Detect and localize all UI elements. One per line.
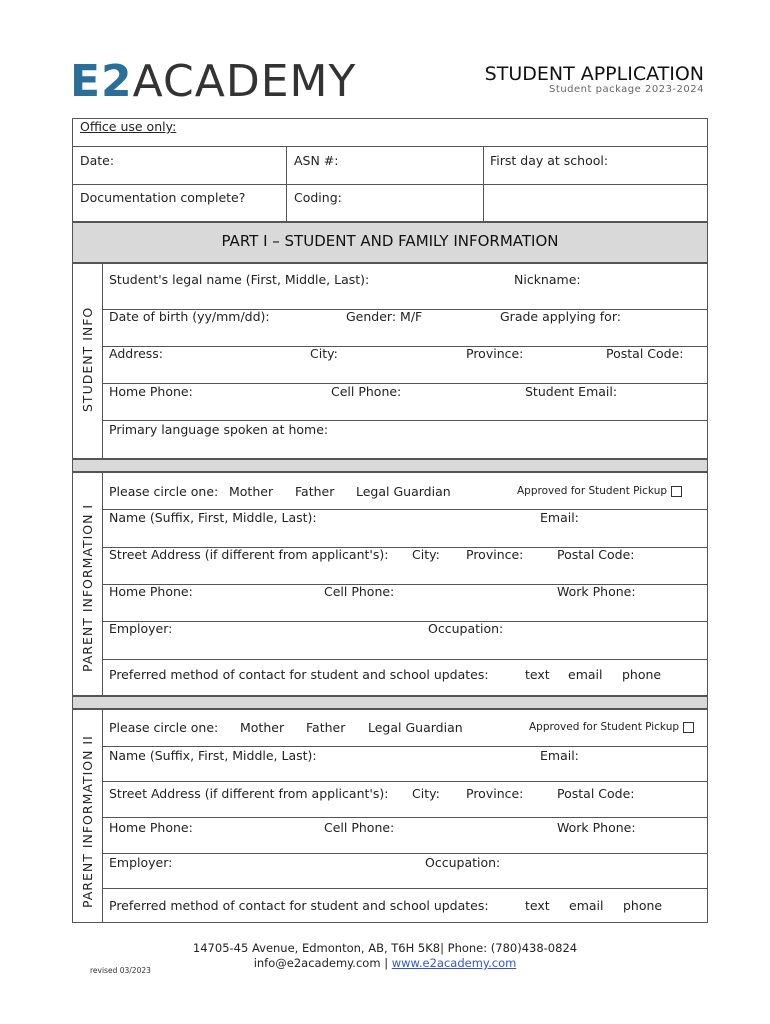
parent2-circle-label: Please circle one: — [109, 720, 219, 735]
office-coding-field[interactable]: Coding: — [294, 190, 342, 205]
student-grade-field[interactable]: Grade applying for: — [500, 309, 621, 324]
parent2-pickup-checkbox[interactable] — [683, 722, 694, 733]
student-postal-field[interactable]: Postal Code: — [606, 346, 684, 361]
separator-band — [72, 696, 708, 709]
student-info-side-label: STUDENT INFO — [80, 306, 95, 412]
divider — [102, 420, 708, 421]
parent2-postal-field[interactable]: Postal Code: — [557, 786, 635, 801]
divider — [102, 621, 708, 622]
parent2-father-option[interactable]: Father — [306, 720, 346, 735]
parent1-employer-field[interactable]: Employer: — [109, 621, 173, 636]
parent1-email-option[interactable]: email — [568, 667, 603, 682]
parent1-name-field[interactable]: Name (Suffix, First, Middle, Last): — [109, 510, 317, 525]
divider — [286, 146, 287, 222]
e2academy-logo — [70, 56, 357, 107]
parent2-street-field[interactable]: Street Address (if different from applicant's): — [109, 786, 389, 801]
office-first-day-field[interactable]: First day at school: — [490, 153, 609, 168]
parent2-home-phone-field[interactable]: Home Phone: — [109, 820, 193, 835]
divider — [72, 184, 708, 185]
parent2-mother-option[interactable]: Mother — [240, 720, 285, 735]
separator-band — [72, 459, 708, 472]
parent1-pickup-text: Approved for Student Pickup — [517, 485, 668, 497]
divider — [102, 781, 708, 782]
office-use-heading: Office use only: — [80, 119, 177, 134]
parent2-province-field[interactable]: Province: — [466, 786, 524, 801]
parent2-name-field[interactable]: Name (Suffix, First, Middle, Last): — [109, 748, 317, 763]
parent2-phone-option[interactable]: phone — [623, 898, 663, 913]
logo-academy: ACADEMY — [132, 56, 357, 107]
parent2-box — [72, 709, 708, 923]
parent1-postal-field[interactable]: Postal Code: — [557, 547, 635, 562]
divider — [483, 146, 484, 222]
student-address-field[interactable]: Address: — [109, 346, 163, 361]
parent1-cell-phone-field[interactable]: Cell Phone: — [324, 584, 395, 599]
divider — [102, 659, 708, 660]
student-nickname-field[interactable]: Nickname: — [514, 272, 581, 287]
footer-email[interactable]: info@e2academy.com — [253, 956, 381, 970]
parent1-side-label: PARENT INFORMATION I — [80, 503, 95, 672]
parent2-pickup-text: Approved for Student Pickup — [529, 721, 680, 733]
student-province-field[interactable]: Province: — [466, 346, 524, 361]
student-home-phone-field[interactable]: Home Phone: — [109, 384, 193, 399]
student-city-field[interactable]: City: — [310, 346, 338, 361]
parent1-street-field[interactable]: Street Address (if different from applicant's): — [109, 547, 389, 562]
revised-date: revised 03/2023 — [90, 966, 151, 975]
parent1-occupation-field[interactable]: Occupation: — [428, 621, 504, 636]
student-gender-field[interactable]: Gender: M/F — [346, 309, 423, 324]
student-language-field[interactable]: Primary language spoken at home: — [109, 422, 329, 437]
parent2-text-option[interactable]: text — [525, 898, 550, 913]
office-date-field[interactable]: Date: — [80, 153, 115, 168]
parent1-guardian-option[interactable]: Legal Guardian — [356, 484, 451, 499]
parent2-side-label: PARENT INFORMATION II — [80, 735, 95, 908]
form-subtitle: Student package 2023-2024 — [549, 84, 704, 95]
logo-e2: E2 — [70, 56, 133, 107]
parent2-occupation-field[interactable]: Occupation: — [425, 855, 501, 870]
parent2-cell-phone-field[interactable]: Cell Phone: — [324, 820, 395, 835]
student-dob-field[interactable]: Date of birth (yy/mm/dd): — [109, 309, 270, 324]
parent1-pickup-checkbox[interactable] — [671, 486, 682, 497]
footer-separator: | — [384, 956, 389, 970]
parent1-father-option[interactable]: Father — [295, 484, 335, 499]
parent1-city-field[interactable]: City: — [412, 547, 440, 562]
parent2-guardian-option[interactable]: Legal Guardian — [368, 720, 463, 735]
parent2-email-option[interactable]: email — [569, 898, 604, 913]
student-email-field[interactable]: Student Email: — [525, 384, 618, 399]
footer-website-link[interactable]: www.e2academy.com — [391, 956, 517, 970]
divider — [72, 146, 708, 147]
divider — [102, 746, 708, 747]
parent2-email-field[interactable]: Email: — [540, 748, 579, 763]
student-legal-name-field[interactable]: Student's legal name (First, Middle, Last): — [109, 272, 370, 287]
parent1-province-field[interactable]: Province: — [466, 547, 524, 562]
divider — [102, 817, 708, 818]
parent1-pickup-label[interactable] — [517, 485, 682, 497]
parent2-city-field[interactable]: City: — [412, 786, 440, 801]
divider — [102, 853, 708, 854]
parent2-pickup-label[interactable] — [529, 721, 694, 733]
part1-heading: PART I – STUDENT AND FAMILY INFORMATION — [221, 232, 559, 250]
parent2-work-phone-field[interactable]: Work Phone: — [557, 820, 636, 835]
parent1-phone-option[interactable]: phone — [622, 667, 662, 682]
parent1-work-phone-field[interactable]: Work Phone: — [557, 584, 636, 599]
parent1-text-option[interactable]: text — [525, 667, 550, 682]
parent1-preferred-label: Preferred method of contact for student and school updates: — [109, 667, 489, 682]
divider — [102, 383, 708, 384]
divider — [102, 709, 103, 923]
form-title: STUDENT APPLICATION — [484, 63, 704, 85]
parent2-preferred-label: Preferred method of contact for student and school updates: — [109, 898, 489, 913]
parent1-home-phone-field[interactable]: Home Phone: — [109, 584, 193, 599]
divider — [102, 888, 708, 889]
divider — [102, 263, 103, 459]
footer-address: 14705-45 Avenue, Edmonton, AB, T6H 5K8| Phone: (780)438-0824 — [192, 941, 578, 955]
student-cell-phone-field[interactable]: Cell Phone: — [331, 384, 402, 399]
parent1-mother-option[interactable]: Mother — [229, 484, 274, 499]
parent1-circle-label: Please circle one: — [109, 484, 219, 499]
office-documentation-field[interactable]: Documentation complete? — [80, 190, 246, 205]
parent2-employer-field[interactable]: Employer: — [109, 855, 173, 870]
office-asn-field[interactable]: ASN #: — [294, 153, 339, 168]
parent1-email-field[interactable]: Email: — [540, 510, 579, 525]
